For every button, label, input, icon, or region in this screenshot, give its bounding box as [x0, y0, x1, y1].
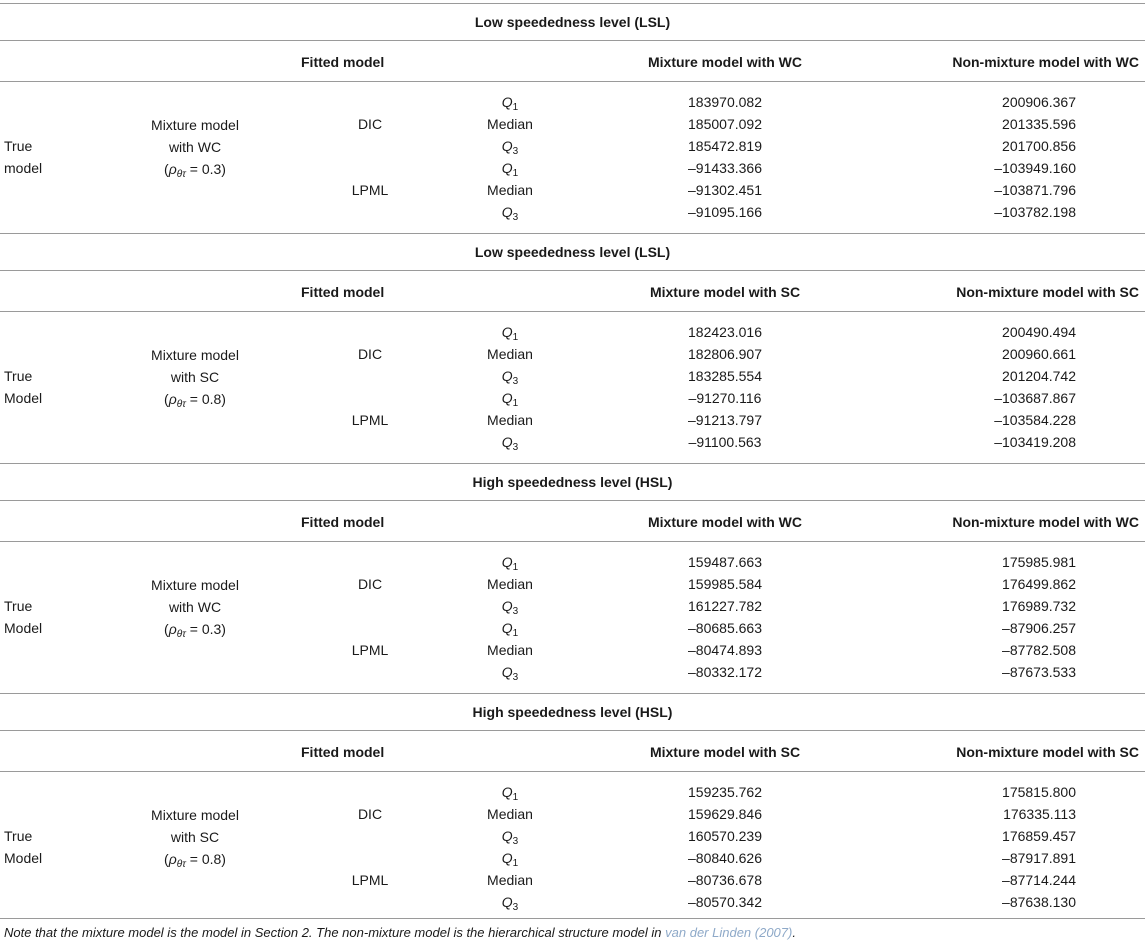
table-row [0, 157, 1145, 179]
block-caption: High speededness level (HSL) [472, 704, 673, 720]
nonmixture-value: 176989.732 [1002, 598, 1076, 614]
correlation-parameter: $(\rho_{\theta\tau} = 0.8)$ [164, 391, 226, 410]
table-row [0, 781, 1145, 803]
stat-label: $Q_1$ [501, 94, 519, 113]
stat-label: $Q_1$ [501, 850, 519, 869]
nonmixture-value: –103584.228 [994, 412, 1076, 428]
stat-label: $Q_3$ [501, 828, 519, 847]
nonmixture-value: –103419.208 [994, 434, 1076, 450]
nonmixture-value: 176499.862 [1002, 576, 1076, 592]
mixture-value: –91302.451 [688, 182, 762, 198]
nonmixture-value: –103782.198 [994, 204, 1076, 220]
nonmixture-value: –87638.130 [1002, 894, 1076, 910]
mixture-value: –91433.366 [688, 160, 762, 176]
stat-label: Median [487, 412, 533, 428]
nonmixture-value: 201700.856 [1002, 138, 1076, 154]
mixture-value: –80332.172 [688, 664, 762, 680]
table-row [0, 135, 1145, 157]
rule-top [0, 463, 1145, 464]
criterion-label: DIC [357, 576, 383, 592]
nonmixture-value: –103687.867 [994, 390, 1076, 406]
stat-label: $Q_1$ [501, 160, 519, 179]
column-header-nonmixture: Non-mixture model with WC [952, 54, 1139, 70]
fitted-model-header: Fitted model [301, 744, 385, 760]
mixture-value: 185472.819 [688, 138, 762, 154]
nonmixture-value: –87906.257 [1002, 620, 1076, 636]
model-line: with WC [168, 139, 222, 155]
rule-header [0, 541, 1145, 542]
table-row [0, 321, 1145, 343]
note-end: . [792, 925, 796, 940]
mixture-value: 159985.584 [688, 576, 762, 592]
mixture-value: –91095.166 [688, 204, 762, 220]
column-header-nonmixture: Non-mixture model with SC [956, 744, 1139, 760]
mixture-value: 185007.092 [688, 116, 762, 132]
mixture-value: 159629.846 [688, 806, 762, 822]
stat-label: $Q_1$ [501, 324, 519, 343]
rule-caption [0, 500, 1145, 501]
mixture-value: –80685.663 [688, 620, 762, 636]
table-row [0, 343, 1145, 365]
rule-header [0, 81, 1145, 82]
stat-label: $Q_3$ [501, 204, 519, 223]
table-row [0, 639, 1145, 661]
nonmixture-value: –87782.508 [1002, 642, 1076, 658]
model-line: with SC [170, 829, 220, 845]
correlation-parameter: $(\rho_{\theta\tau} = 0.3)$ [164, 621, 226, 640]
column-header-row [0, 51, 1145, 73]
true-model-line: True [4, 828, 33, 844]
mixture-value: 160570.239 [688, 828, 762, 844]
true-model-line: True [4, 598, 33, 614]
stat-label: $Q_3$ [501, 434, 519, 453]
fitted-model-header: Fitted model [301, 54, 385, 70]
table-row [0, 573, 1145, 595]
table-row [0, 803, 1145, 825]
nonmixture-value: 175985.981 [1002, 554, 1076, 570]
table-row [0, 387, 1145, 409]
reference-link[interactable]: van der Linden (2007) [665, 925, 793, 940]
rule-top [0, 3, 1145, 4]
nonmixture-value: 201204.742 [1002, 368, 1076, 384]
block-caption: Low speededness level (LSL) [474, 14, 671, 30]
true-model-line: Model [4, 850, 43, 866]
nonmixture-value: 175815.800 [1002, 784, 1076, 800]
stat-label: Median [487, 346, 533, 362]
stat-label: $Q_1$ [501, 554, 519, 573]
nonmixture-value: 176335.113 [1003, 806, 1076, 822]
mixture-value: 159235.762 [688, 784, 762, 800]
nonmixture-value: 201335.596 [1002, 116, 1076, 132]
criterion-label: DIC [357, 346, 383, 362]
nonmixture-value: –103871.796 [994, 182, 1076, 198]
true-model-line: True [4, 138, 33, 154]
block-caption: Low speededness level (LSL) [474, 244, 671, 260]
table-row [0, 91, 1145, 113]
criterion-label: LPML [351, 182, 389, 198]
criterion-label: DIC [357, 116, 383, 132]
stat-label: $Q_3$ [501, 598, 519, 617]
criterion-label: LPML [351, 412, 389, 428]
rule-caption [0, 270, 1145, 271]
nonmixture-value: 176859.457 [1002, 828, 1076, 844]
mixture-value: 182806.907 [688, 346, 762, 362]
true-model-line: Model [4, 620, 43, 636]
table-row [0, 825, 1145, 847]
model-line: Mixture model [151, 807, 239, 823]
stat-label: $Q_3$ [501, 138, 519, 157]
stat-label: Median [487, 576, 533, 592]
stat-label: Median [487, 116, 533, 132]
column-header-mixture: Mixture model with SC [649, 284, 801, 300]
table-row [0, 113, 1145, 135]
column-header-nonmixture: Non-mixture model with WC [952, 514, 1139, 530]
criterion-label: DIC [357, 806, 383, 822]
rule-header [0, 311, 1145, 312]
column-header-row [0, 511, 1145, 533]
rule-caption [0, 40, 1145, 41]
model-line: with WC [168, 599, 222, 615]
mixture-value: 161227.782 [688, 598, 762, 614]
mixture-value: –91213.797 [688, 412, 762, 428]
stat-label: $Q_1$ [501, 620, 519, 639]
model-line: Mixture model [151, 347, 239, 363]
table-row [0, 891, 1145, 913]
table-row [0, 431, 1145, 453]
fitted-model-header: Fitted model [301, 284, 385, 300]
nonmixture-value: –87917.891 [1002, 850, 1076, 866]
stat-label: Median [487, 872, 533, 888]
nonmixture-value: 200906.367 [1002, 94, 1076, 110]
column-header-row [0, 741, 1145, 763]
stat-label: $Q_3$ [501, 664, 519, 683]
model-line: with SC [170, 369, 220, 385]
criterion-label: LPML [351, 872, 389, 888]
mixture-value: –80736.678 [688, 872, 762, 888]
column-header-mixture: Mixture model with WC [648, 514, 802, 530]
rule-header [0, 771, 1145, 772]
mixture-value: –80840.626 [688, 850, 762, 866]
table-note [4, 923, 796, 943]
mixture-value: 183285.554 [688, 368, 762, 384]
criterion-label: LPML [351, 642, 389, 658]
stat-label: Median [487, 806, 533, 822]
table-row [0, 847, 1145, 869]
rule-top [0, 693, 1145, 694]
stat-label: $Q_1$ [501, 784, 519, 803]
fitted-model-header: Fitted model [301, 514, 385, 530]
true-model-line: Model [4, 390, 43, 406]
table-row [0, 617, 1145, 639]
table-row [0, 365, 1145, 387]
stat-label: $Q_3$ [501, 368, 519, 387]
correlation-parameter: $(\rho_{\theta\tau} = 0.3)$ [164, 161, 226, 180]
true-model-line: True [4, 368, 33, 384]
nonmixture-value: –103949.160 [994, 160, 1076, 176]
nonmixture-value: 200490.494 [1002, 324, 1076, 340]
table-row [0, 201, 1145, 223]
rule-bottom [0, 918, 1145, 919]
mixture-value: –91270.116 [688, 390, 762, 406]
stat-label: $Q_1$ [501, 390, 519, 409]
rule-top [0, 233, 1145, 234]
mixture-value: 182423.016 [688, 324, 762, 340]
mixture-value: 183970.082 [688, 94, 762, 110]
nonmixture-value: –87673.533 [1002, 664, 1076, 680]
table-row [0, 179, 1145, 201]
nonmixture-value: 200960.661 [1002, 346, 1076, 362]
model-line: Mixture model [151, 577, 239, 593]
nonmixture-value: –87714.244 [1002, 872, 1076, 888]
correlation-parameter: $(\rho_{\theta\tau} = 0.8)$ [164, 851, 226, 870]
stat-label: Median [487, 642, 533, 658]
column-header-mixture: Mixture model with SC [649, 744, 801, 760]
table-row [0, 595, 1145, 617]
stat-label: Median [487, 182, 533, 198]
rule-caption [0, 730, 1145, 731]
table-row [0, 551, 1145, 573]
block-caption: High speededness level (HSL) [472, 474, 673, 490]
true-model-line: model [4, 160, 43, 176]
stat-label: $Q_3$ [501, 894, 519, 913]
table-row [0, 409, 1145, 431]
column-header-nonmixture: Non-mixture model with SC [956, 284, 1139, 300]
model-line: Mixture model [151, 117, 239, 133]
mixture-value: –80570.342 [688, 894, 762, 910]
column-header-mixture: Mixture model with WC [648, 54, 802, 70]
table-row [0, 661, 1145, 683]
mixture-value: –80474.893 [688, 642, 762, 658]
table-row [0, 869, 1145, 891]
mixture-value: –91100.563 [688, 434, 762, 450]
column-header-row [0, 281, 1145, 303]
note-text: Note that the mixture model is the model in Section 2. The non-mixture model is the hierarchical structure model in [4, 925, 666, 940]
mixture-value: 159487.663 [688, 554, 762, 570]
